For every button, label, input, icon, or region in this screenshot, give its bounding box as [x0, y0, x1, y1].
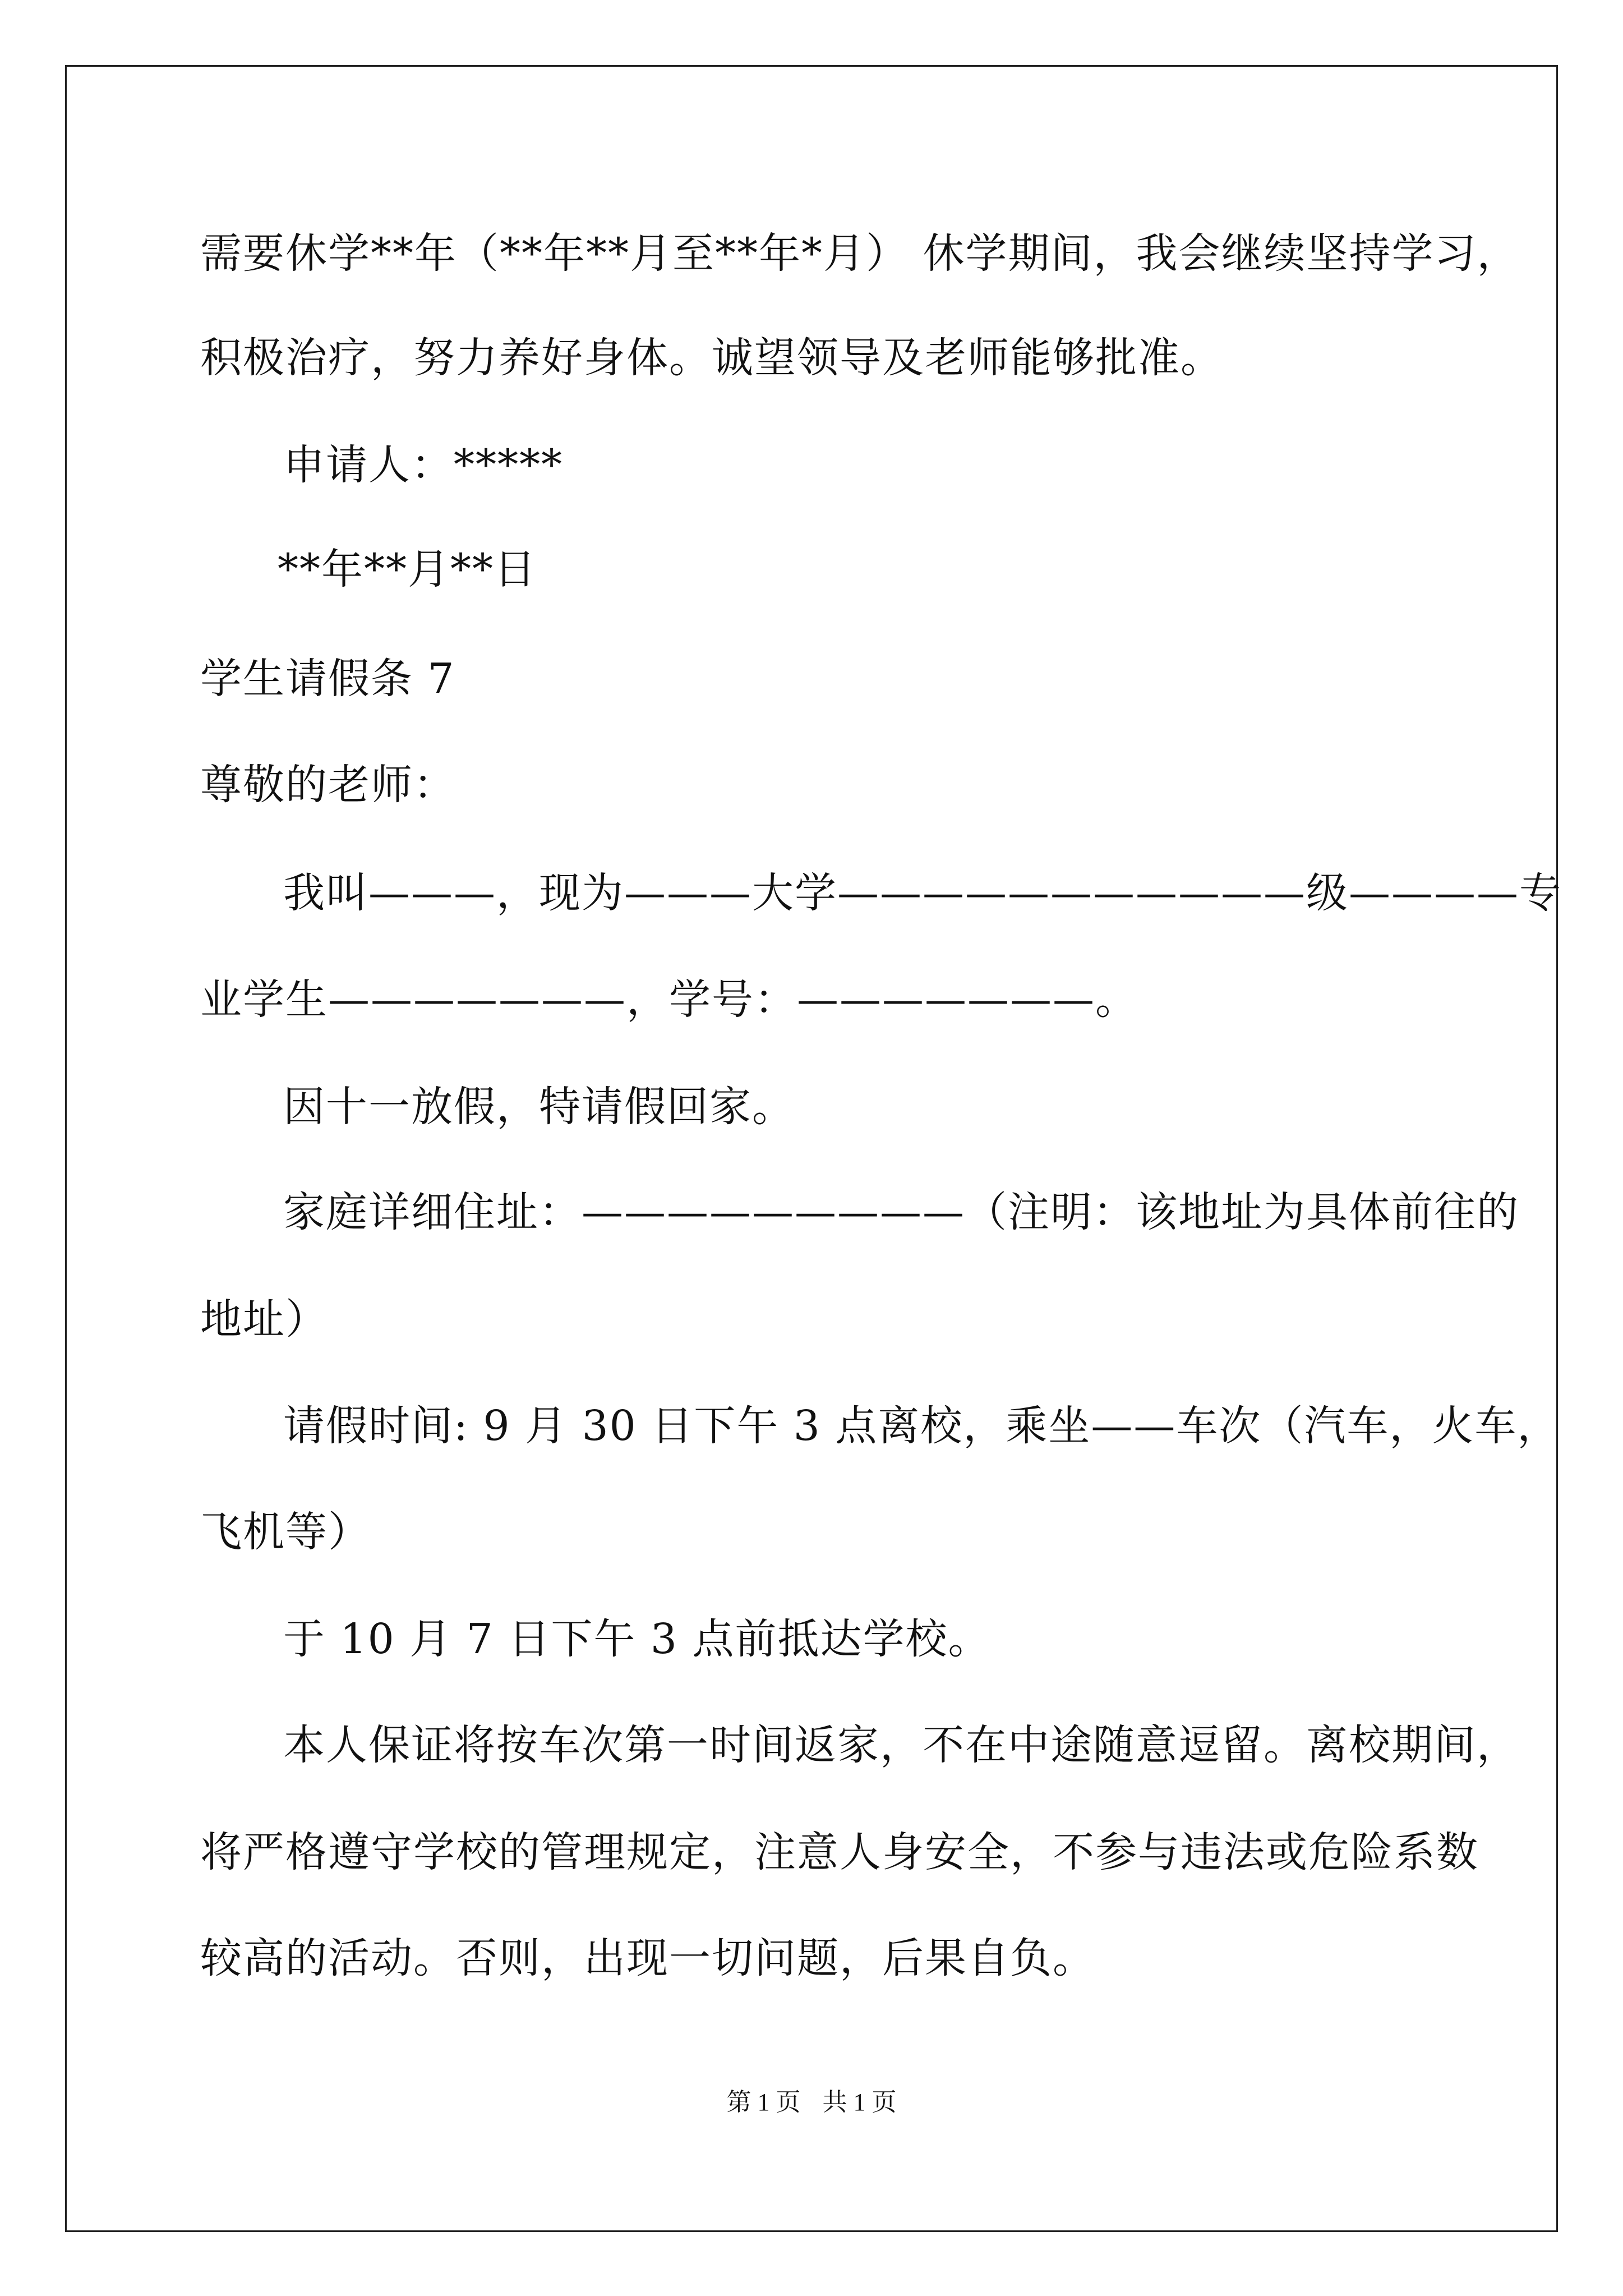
body-line-16: 将严格遵守学校的管理规定，注意人身安全，不参与违法或危险系数 [200, 1828, 1479, 1876]
body-line-7: 我叫———，现为———大学———————————级————专 [283, 869, 1562, 917]
section-title: 学生请假条 7 [200, 655, 455, 703]
page-border [65, 65, 1558, 2232]
body-line-9: 因十一放假，特请假回家。 [283, 1083, 795, 1131]
page-number: 第 1 页 [726, 2088, 801, 2116]
date-line: **年**月**日 [278, 545, 537, 593]
body-line-13: 飞机等） [200, 1508, 371, 1556]
salutation: 尊敬的老师： [200, 761, 456, 809]
body-line-17: 较高的活动。否则，出现一切问题，后果自负。 [200, 1934, 1095, 1982]
body-line-2: 积极治疗，努力养好身体。诚望领导及老师能够批准。 [200, 334, 1223, 382]
page-footer [0, 2086, 1623, 2119]
body-line-14: 于 10 月 7 日下午 3 点前抵达学校。 [283, 1615, 991, 1663]
body-line-11: 地址） [200, 1295, 328, 1343]
body-line-10: 家庭详细住址：—————————（注明：该地址为具体前往的 [283, 1188, 1519, 1236]
page-total: 共 1 页 [822, 2088, 897, 2116]
body-line-8: 业学生———————，学号：———————。 [200, 976, 1138, 1024]
body-line-15: 本人保证将按车次第一时间返家，不在中途随意逗留。离校期间， [283, 1721, 1519, 1769]
applicant-line: 申请人：***** [283, 441, 563, 489]
body-line-12: 请假时间: 9 月 30 日下午 3 点离校，乘坐——车次（汽车，火车， [283, 1402, 1560, 1450]
body-line-1: 需要休学**年（**年**月至**年*月） 休学期间，我会继续坚持学习， [200, 229, 1520, 278]
